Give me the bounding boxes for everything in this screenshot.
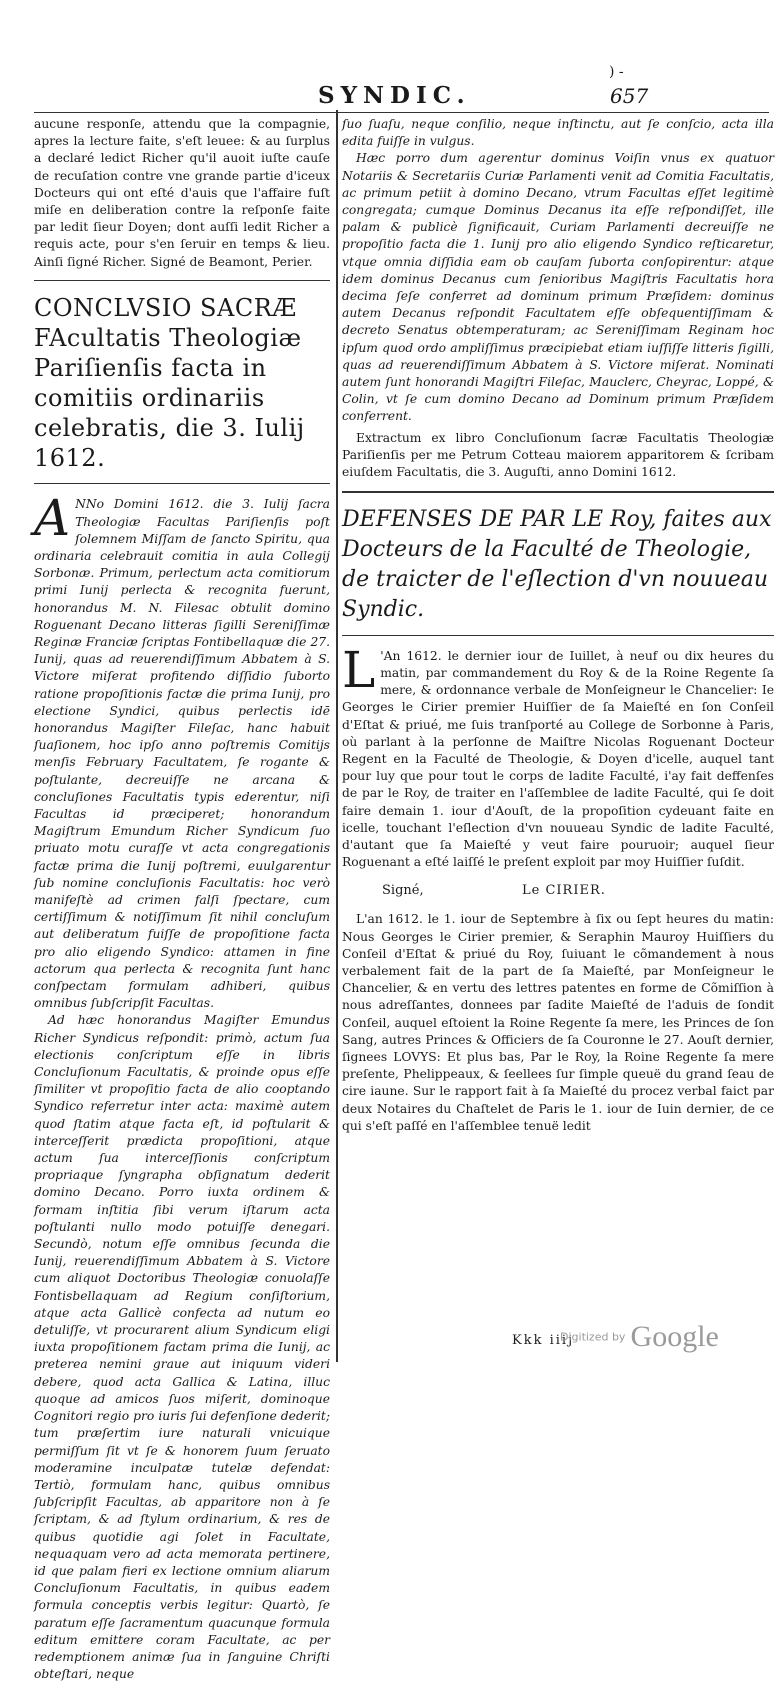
drop-cap: A: [34, 489, 71, 548]
left-paragraph-1: aucune responſe, attendu que la compagnie, apres la lecture faite, s'eſt leuee: & au ſurplus a declaré ledict Richer qu'il auoit iuſte cauſe de recuſation contre vne grande partie d'iceux Docteurs qui ont eſté d'auis que l'affaire fuſt miſe en deliberation contre la reſponſe faite par ledit ſieur Doyen; dont auſſi ledit Richer a requis acte, pour s'en ſeruir en temps & lieu. Ainſi ſigné Richer. Signé de Beamont, Perier.: [34, 117, 330, 269]
right-paragraph-5: L'an 1612. le 1. iour de Septembre à ſix ou ſept heures du matin: Nous Georges le Cirier premier, & Seraphin Mauroy Huiſſiers du Conſeil d'Eſtat & priué du Roy, ſuiuant le cõmandement à nous verbalement fait de la part de ſa Maieſté, par Monſeigneur le Chancelier, & en vertu des lettres patentes en forme de Cõmiſſion à nous adreſſantes, donnees par ſadite Maieſté de l'aduis de ſondit Conſeil, auquel eſtoient la Roine Regente ſa mere, les Princes de ſon Sang, autres Princes & Officiers de ſa Couronne le 27. Aouſt dernier, ſignees LOVYS: Et plus bas, Par le Roy, la Roine Regente ſa mere preſente, Phelippeaux, & ſeellees ſur ſimple queuë du grand ſeau de cire iaune. Sur le rapport fait à ſa Maieſté du procez verbal faict par deux Notaires du Chaſtelet de Paris le 1. iour de Iuin dernier, de ce qui s'eſt paſſé en l'aſſemblee tenuë ledit: [342, 912, 774, 1133]
right-paragraph-3: Extractum ex libro Concluſionum ſacræ Facultatis Theologiæ Pariſienſis per me Petrum Cotteau maiorem apparitorem & ſcribam eiuſdem Facultatis, die 3. Auguſti, anno Domini 1612.: [342, 430, 774, 480]
defenses-heading: DEFENSES DE PAR LE Roy, faites aux Docteurs de la Faculté de Theologie, de traicter de l'eſlection d'vn nouueau Syndic.: [342, 506, 772, 622]
column-divider: [336, 110, 338, 1362]
right-paragraph-2: Hæc porro dum agerentur dominus Voiſin vnus ex quatuor Notariis & Secretariis Curiæ Parlamenti venit ad Comitia Facultatis, ac primum petiit à domino Decano, vtrum Facultas eſſet legitimè congregata; cumque Dominus Decanus ita eſſe reſpondiſſet, ille palam & publicè ſignificauit, Curiam Parlamenti decreuiſſe ne propoſitio facta die 1. Iunij pro alio eligendo Syndico reſticaretur, vtque omnia diſſidia eam ob cauſam ſuborta conſopirentur: atque idem dominus Decanus cum ſenioribus Magiſtris Facultatis hora decima ſeſe conferret ad dominum primum Præſidem: dominus autem Decanus reſpondit Facultatem eſſe obſequentiſſimam & decreto Senatus obtemperaturam; ac Sereniſſimam Reginam hoc ipſum quod ordo ampliſſimus præcipiebat etiam iuſſiſſe litteris ſigilli, quas ad reuerendiſſimum Abbatem à S. Victore miſerat. Nominati autem ſunt honorandi Magiſtri Fileſac, Mauclerc, Cheyrac, Loppé, & Colin, vt ſe cum domino Decano ad Dominum primum Præſidem conferrent.: [342, 151, 774, 424]
right-column: [342, 116, 774, 1135]
running-title: SYNDIC.: [318, 82, 471, 109]
header-rule: [34, 112, 769, 113]
section-rule: [34, 483, 330, 484]
section-rule: [342, 635, 774, 636]
left-column: [34, 116, 330, 1683]
signed-name: Le CIRIER.: [522, 883, 606, 899]
digitized-by-text: Digitized by: [560, 1330, 626, 1344]
google-logo: Google: [630, 1320, 719, 1353]
section-rule: [34, 280, 330, 282]
signed-label: Signé,: [382, 883, 424, 899]
left-paragraph-2: A NNo Domini 1612. die 3. Iulij ſacra Theologiæ Facultas Pariſienſis poſt ſolemnem Miſſam de ſancto Spiritu, qua ordinaria celebrauit comitia in aula Collegij Sorbonæ. Primum, perlectum acta comitiorum primi Iunij perlecta & recognita fuerunt, honorandus M. N. Filesac obtulit domino Roguenant Decano litteras ſigilli Sereniſſimæ Reginæ Franciæ ſcriptas Fontibellaquæ die 27. Iunij, quas ad reuerendiſſimum Abbatem à S. Victore miſerat profitendo diſſidio ſuborto ratione propoſitionis factæ die prima Iunij, pro electione Syndici, quibus perlectis idē honorandus Magiſter Fileſac, hanc habuit ſuaſionem, hoc ipſo anno poſtremis Comitijs menſis February Facultatem, ſe rogante & poſtulante, decreuiſſe ne arcana & concluſiones Facultatis typis ederentur, niſi Facultas id præciperet; honorandum Magiſtrum Emundum Richer Syndicum ſuo priuato motu curaſſe vt acta congregationis factæ prima die Iunij poſtremi, euulgarentur ſub nomine concluſionis Facultatis: hoc verò manifeſtè ad crimen falſi ſpectare, cum certiſſimum & notiſſimum ſit nihil concluſum aut deliberatum fuiſſe de propoſitione facta pro alio eligendo Syndico: attamen in fine actorum qua perlecta & recognita ſunt hanc conſpectam formulam adhiberi, quibus omnibus ſubſcripſit Facultas.: [34, 489, 330, 1011]
section-rule: [342, 491, 774, 493]
conclusio-heading: CONCLVSIO SACRÆ FAcultatis Theologiæ Pariſienſis facta in comitiis ordinariis celebratis, die 3. Iulij 1612.: [34, 294, 305, 473]
left-paragraph-3: Ad hæc honorandus Magiſter Emundus Richer Syndicus reſpondit: primò, actum ſua electionis conſcriptum eſſe in libris Concluſionum Facultatis, & proinde opus eſſe ſimiliter vt propoſitio facta de alio cooptando Syndico referretur inter acta: maximè autem quod ſtatim atque facta eſt, id poſtularit & interceſſerit prædicta propoſitioni, atque actum ſua interceſſionis conſcriptum propriaque ſyngrapha obſignatum dederit domino Decano. Porro iuxta ordinem & formam inſtitia ſibi verum iſtarum acta poſtulanti nullo modo potuiſſe denegari. Secundò, notum eſſe omnibus ſecunda die Iunij, reuerendiſſimum Abbatem à S. Victore cum aliquot Doctoribus Theologiæ conuolaſſe Fontisbellaquam ad Regium conſiſtorium, atque acta Gallicè confecta ad nutum eo detuliſſe, vt procurarent alium Syndicum eligi iuxta propoſitionem factam prima die Iunij, ac preterea nemini graue aut iniquum videri debere, quod acta Gallica & Latina, illuc quoque ad amicos ſuos miſerit, dominoque Cognitori regio pro iuris ſui defenſione dederit; tum præſertim iure naturali vnicuique permiſſum ſit vt ſe & honorem ſuum ſeruato moderamine inculpatæ tutelæ defendat: Tertiò, formulam hanc, quibus omnibus ſubſcripſit Facultas, ab apparitore non à ſe ſcriptam, & ad ſtylum ordinarium, & res de quibus quotidie agi ſolet in Facultate, nequaquam vero ad acta memorata pertinere, id que palam fieri ex lectione omnium aliarum Concluſionum Facultatis, in quibus eadem formula conceptis verbis legitur: Quartò, ſe paratum eſſe ſacramentum quacunque formula editum emittere coram Facultate, ac per redemptionem animæ ſua in ſanguine Chriſti obteſtari, neque: [34, 1013, 330, 1682]
google-watermark: [560, 1320, 719, 1354]
right-paragraph-1: ſuo ſuaſu, neque conſilio, neque inſtinctu, aut ſe conſcio, acta illa edita fuiſſe in vulgus.: [342, 117, 774, 149]
signature-line: [342, 879, 774, 905]
page-header: [0, 64, 783, 116]
gathering-signature: Kkk iiij: [512, 1333, 575, 1348]
page-number: 657: [610, 84, 649, 108]
drop-cap: L: [342, 640, 376, 699]
right-paragraph-4: L 'An 1612. le dernier iour de Iuillet, à neuf ou dix heures du matin, par commandement du Roy & de la Roine Regente ſa mere, & ordonnance verbale de Monſeigneur le Chancelier: Ie Georges le Cirier premier Huiſſier de ſa Maieſté en ſon Conſeil d'Eſtat & priué, me ſuis tranſporté au College de Sorbonne à Paris, où parlant à la perſonne de Maiſtre Nicolas Roguenant Docteur Regent en la Faculté de Theologie, & Doyen d'icelle, auquel tant pour luy que pour tout le corps de ladite Faculté, i'ay fait deffenſes de par le Roy, de traiter en l'aſſemblee de ladite Faculté, qui ſe doit faire demain 1. iour d'Aouſt, de la propoſition cydeuant faite en icelle, touchant l'eſlection d'vn nouueau Syndic de ladite Faculté, d'autant que ſa Maieſté y veut faire pouruoir; auquel ſieur Roguenant a eſté laiſſé le preſent exploit par moy Huiſſier ſuſdit.: [342, 640, 774, 870]
corner-mark: ) -: [609, 64, 624, 80]
